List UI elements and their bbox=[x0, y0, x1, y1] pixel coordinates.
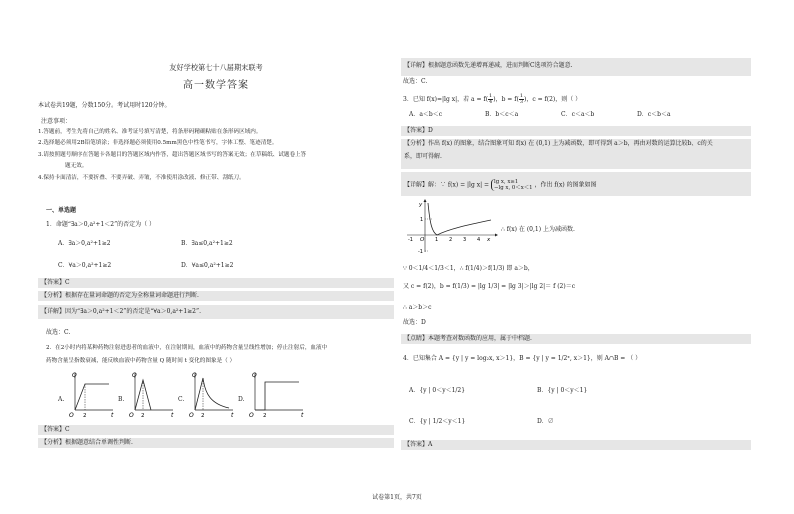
q2-stem-line1: 2．在2小时内将某种药物注射进患者的血液中，在注射期间，血液中的药物含量呈线性增加；停止注射后，血液中 bbox=[46, 345, 328, 351]
q4-stem: 4．已知集合 A = {y | y = log₂x, x＞1}，B = {y | y = 1/2ˣ, x＞1}，则 A∩B = （ ） bbox=[403, 355, 642, 362]
svg-text:t: t bbox=[231, 412, 234, 418]
note-item: 4.保持卡面清洁，不要折叠、不要弄破、弄皱，不准使用涂改液、修正带、刮纸刀。 bbox=[38, 175, 245, 181]
q4-option-a: A．{y | 0＜y＜1/2} bbox=[409, 387, 466, 394]
q3-option-d: D．c＜b＜a bbox=[637, 111, 671, 118]
svg-text:Q: Q bbox=[72, 372, 77, 379]
svg-text:2: 2 bbox=[83, 413, 87, 418]
q3-graph-note: ∴ f(x) 在 (0,1) 上为减函数. bbox=[501, 226, 575, 233]
svg-text:Q: Q bbox=[192, 372, 197, 379]
q2-graph-b bbox=[127, 370, 177, 418]
svg-text:-1: -1 bbox=[418, 249, 423, 254]
q3-function-graph bbox=[403, 198, 499, 254]
svg-text:Q: Q bbox=[252, 372, 257, 379]
note-item: 3.请按照题号顺序在答题卡各题目的答题区域内作答，超出答题区域书写的答案无效；在草稿纸、试题卷上答 bbox=[38, 152, 307, 158]
svg-text:3: 3 bbox=[463, 237, 467, 243]
q1-conclusion: 故选：C. bbox=[46, 329, 71, 336]
section-heading: 一、单选题 bbox=[46, 207, 77, 214]
q3-option-b: B．b＜c＜a bbox=[485, 111, 519, 118]
right-column bbox=[401, 0, 751, 514]
q1-analysis: 【分析】根据存在量词命题的否定为全称量词命题进行判断. bbox=[38, 291, 394, 301]
q2-option-a-label: A. bbox=[58, 396, 65, 403]
q4-option-b: B．{y | 0＜y＜1} bbox=[537, 387, 588, 394]
q4-option-d: D．∅ bbox=[537, 418, 554, 425]
q2-conclusion: 故选：C. bbox=[403, 78, 428, 85]
q1-option-b: B．∃a≤0,a²+1≥2 bbox=[181, 240, 233, 247]
svg-text:t: t bbox=[171, 412, 174, 418]
q3-option-c: C．c＜a＜b bbox=[561, 111, 595, 118]
q1-answer: 【答案】C bbox=[38, 278, 394, 288]
q4-option-c: C．{y | 1/2＜y＜1} bbox=[409, 418, 466, 425]
q2-graph-a bbox=[67, 370, 117, 418]
page-footer: 试卷第1页，共7页 bbox=[372, 494, 422, 501]
q3-comment: 【点睛】本题考查对数函数的应用，属于中档题. bbox=[401, 334, 751, 344]
svg-text:2: 2 bbox=[201, 413, 205, 418]
q1-detail: 【详解】因为“∃a＞0,a²+1＜2”的否定是“∀a＞0,a²+1≥2”. bbox=[38, 305, 394, 319]
q3-stem: 3．已知 f(x)=|lg x|，若 a = f( $\frac{1}{4}$ )，b = f( $\frac{1}{3}$ )，c = f(2)，则（ ） bbox=[403, 93, 582, 105]
svg-text:O: O bbox=[249, 412, 254, 418]
svg-text:2: 2 bbox=[141, 413, 145, 418]
svg-text:1: 1 bbox=[435, 237, 439, 243]
q3-analysis: 【分析】作出 f(x) 的图象，结合图象可知 f(x) 在 (0,1) 上为减函数，即可得到 a＞b，再由对数的运算比较b、c的关 系，即可得解. bbox=[401, 139, 751, 169]
svg-text:t: t bbox=[301, 412, 304, 418]
svg-text:2: 2 bbox=[449, 237, 453, 243]
q2-option-c-label: C. bbox=[178, 396, 185, 403]
q2-option-b-label: B. bbox=[118, 396, 125, 403]
svg-text:O: O bbox=[69, 412, 74, 418]
q2-stem-line2: 药物含量呈指数衰减，能反映血液中药物含量 Q 随时间 t 变化的图象是（ ） bbox=[46, 358, 236, 364]
svg-text:-1: -1 bbox=[408, 237, 413, 243]
q2-answer: 【答案】C bbox=[38, 425, 394, 435]
exam-meta: 本试卷共19题，分数150分。考试用时120分钟。 bbox=[38, 102, 171, 109]
q1-stem: 1．命题“∃a＞0,a²+1＜2”的否定为（ ） bbox=[46, 221, 156, 228]
svg-text:y: y bbox=[419, 202, 423, 208]
page-title: 高一数学答案 bbox=[183, 80, 249, 91]
svg-text:Q: Q bbox=[132, 372, 137, 379]
note-item: 题无效。 bbox=[65, 163, 88, 169]
svg-text:O: O bbox=[189, 412, 194, 418]
svg-text:2: 2 bbox=[263, 413, 267, 418]
left-column bbox=[38, 0, 394, 514]
note-item: 2.选择题必须用2B铅笔填涂；非选择题必须使用0.5mm黑色中性笔书写，字体工整、笔迹清楚。 bbox=[38, 140, 278, 146]
q2-graph-c bbox=[187, 370, 237, 418]
q3-line4: 故选：D bbox=[403, 319, 426, 326]
q3-option-a: A．a＜b＜c bbox=[409, 111, 443, 118]
q1-option-a: A．∃a＞0,a²+1≥2 bbox=[58, 240, 111, 247]
q4-answer: 【答案】A bbox=[401, 440, 751, 450]
q3-line1: ∵ 0＜1/4＜1/3＜1，∴ f(1/4)＞f(1/3) 即 a＞b， bbox=[403, 265, 534, 272]
q1-option-c: C．∀a＞0,a²+1≥2 bbox=[58, 262, 112, 269]
school-title: 友好学校第七十八届期末联考 bbox=[169, 63, 263, 72]
q2-analysis: 【分析】根据题意结合单调性判断. bbox=[38, 438, 394, 448]
q3-line2: 又 c = f(2)，b = f(1/3) = |lg 1/3| = |lg 3|＞|lg 2|＝ f (2)＝c bbox=[403, 283, 576, 290]
notes-heading: 注意事项： bbox=[41, 118, 72, 125]
svg-text:t: t bbox=[111, 412, 114, 418]
svg-text:O: O bbox=[129, 412, 134, 418]
svg-text:x: x bbox=[487, 237, 491, 243]
q3-answer: 【答案】D bbox=[401, 126, 751, 136]
q1-option-d: D．∀a≤0,a²+1≥2 bbox=[181, 262, 234, 269]
q2-option-d-label: D. bbox=[238, 396, 245, 403]
q2-graph-d bbox=[247, 370, 307, 418]
svg-text:4: 4 bbox=[477, 237, 481, 243]
svg-text:1: 1 bbox=[420, 217, 424, 223]
q2-detail: 【详解】根据题意函数先递增再递减，进而判断C选项符合题意. bbox=[401, 58, 751, 76]
note-item: 1.答题前，考生先将自己的姓名、准考证号填写清楚，将条形码精确粘贴在条形码区域内。 bbox=[38, 129, 262, 135]
q3-detail: 【详解】解：∵ f(x) = |lg x| = lg x, x≥1 −lg x, 0＜x＜1 ，作出 f(x) 的图象如图 bbox=[401, 172, 751, 196]
q3-line3: ∴ a＞b＞c bbox=[403, 304, 432, 311]
svg-text:O: O bbox=[420, 237, 425, 243]
